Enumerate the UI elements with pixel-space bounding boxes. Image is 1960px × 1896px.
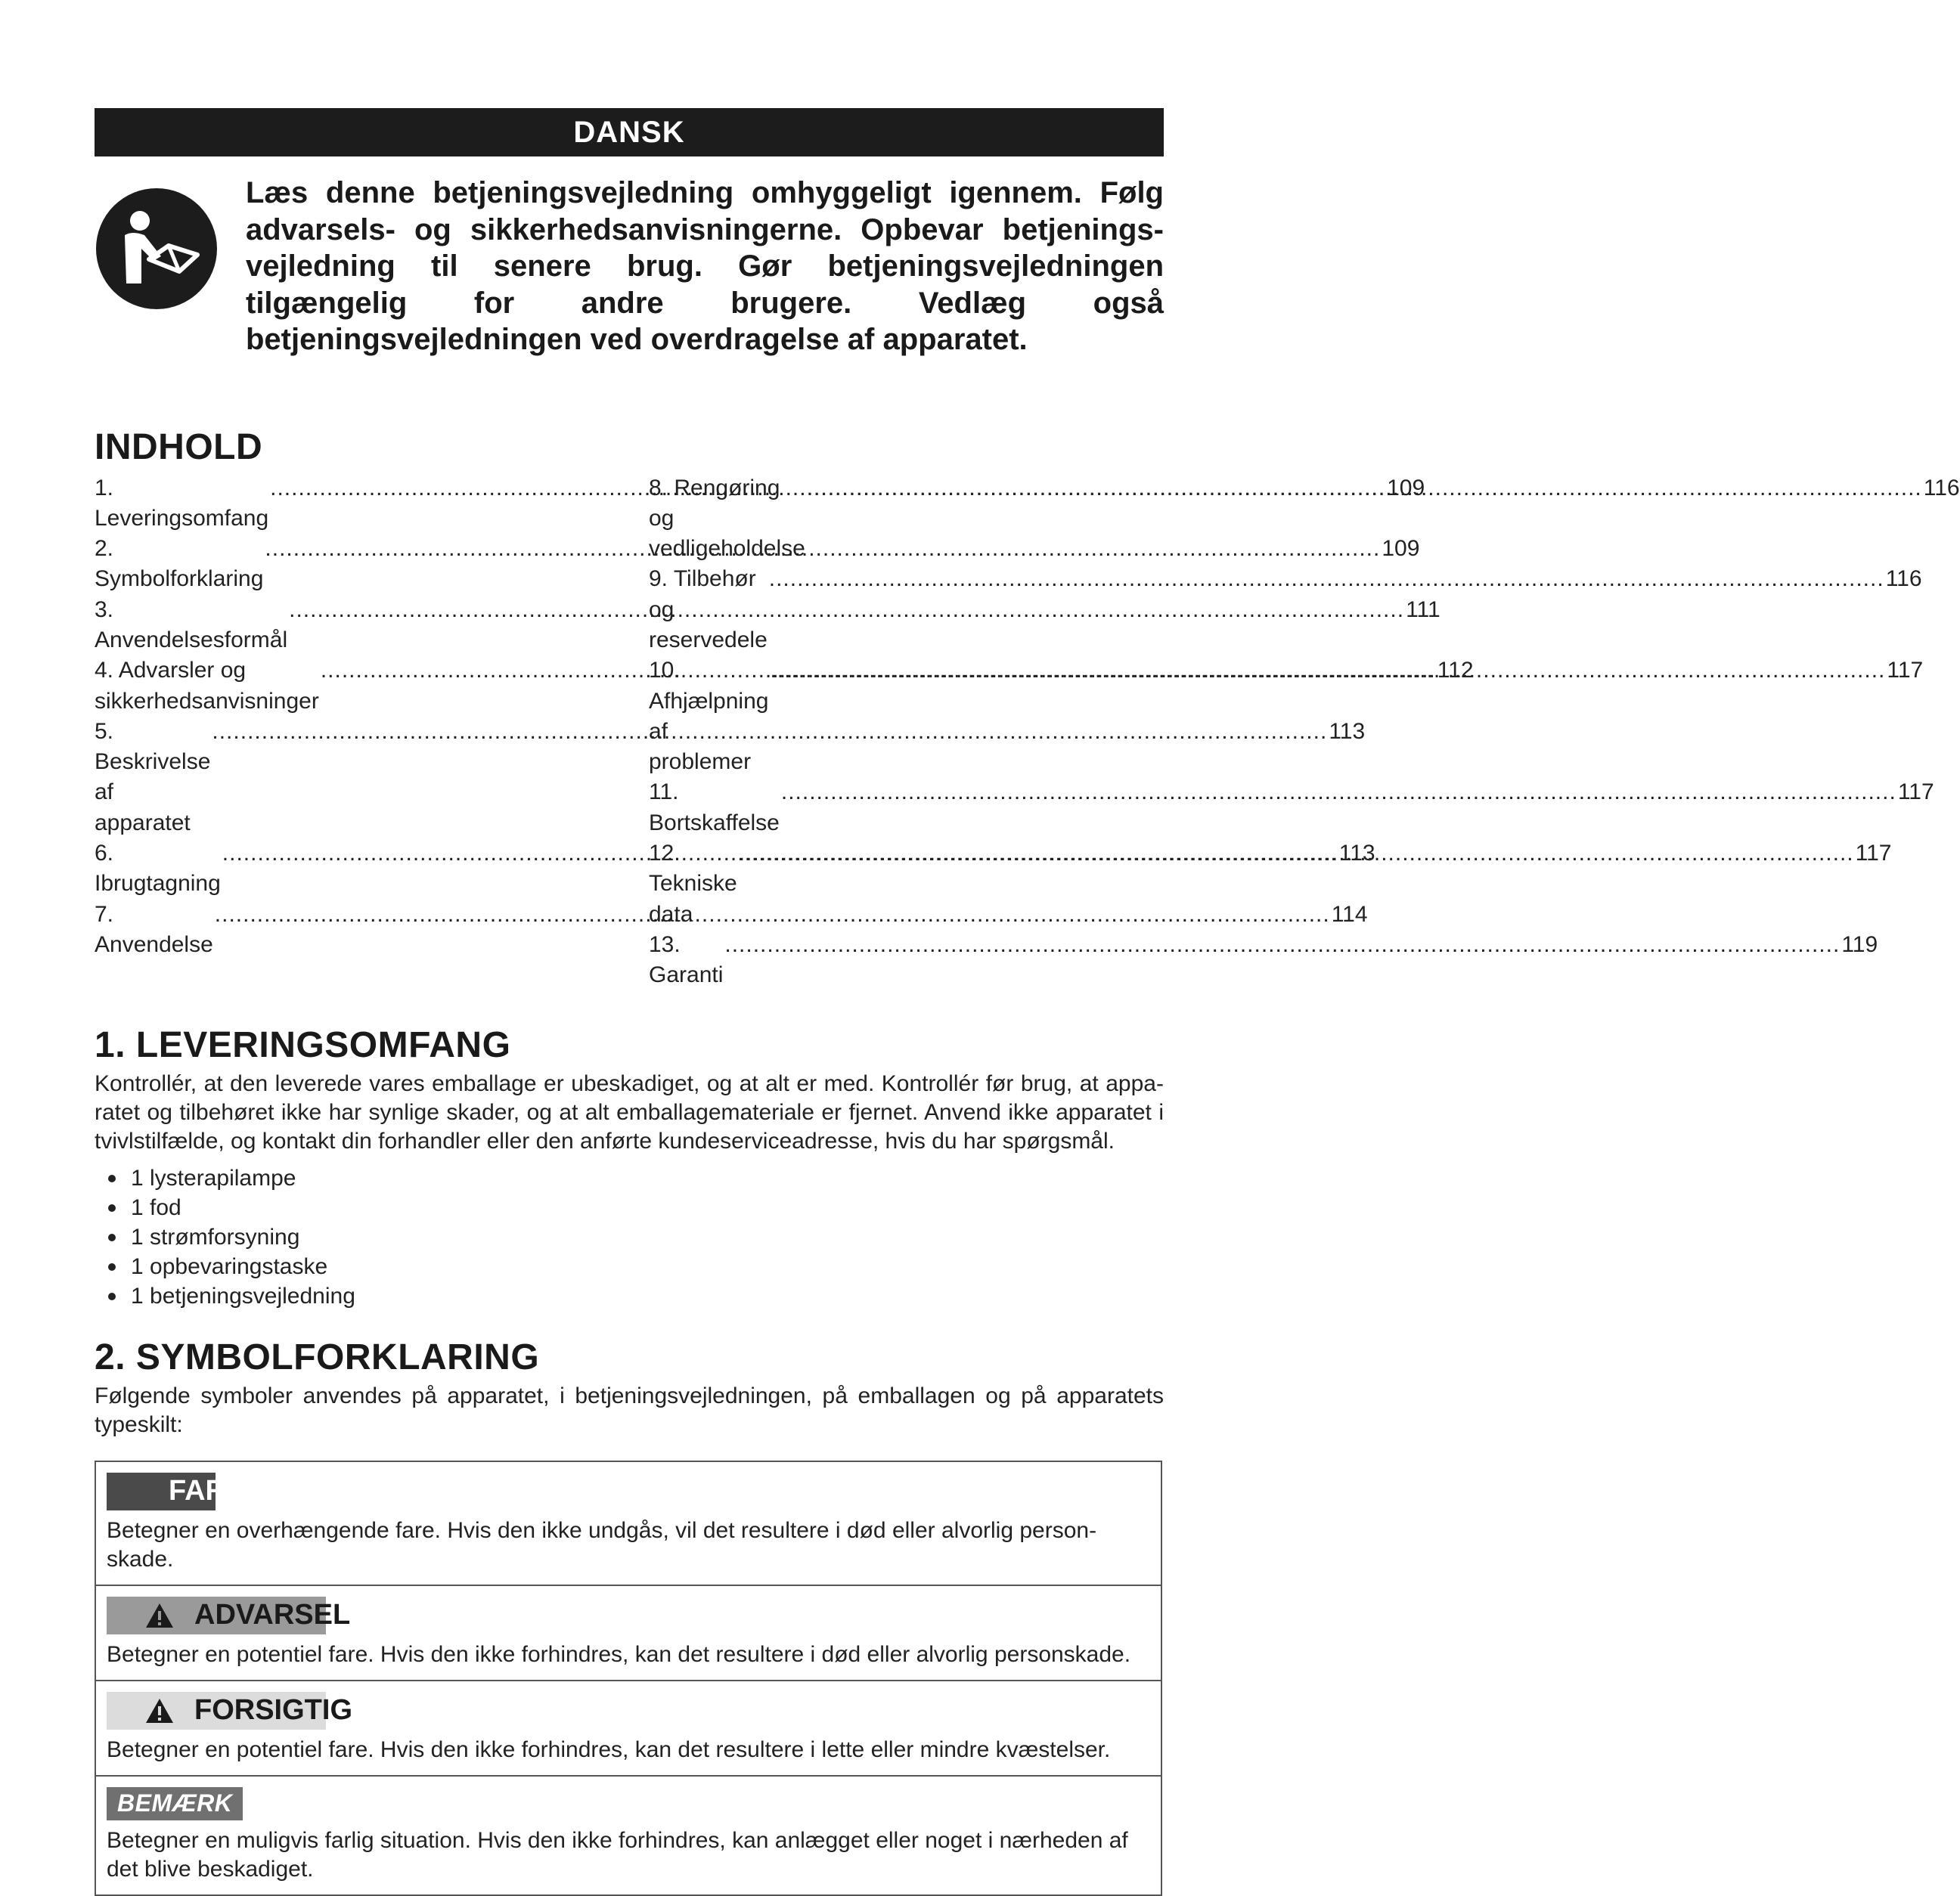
toc-entry: 3. Anvendelsesformål ..... 111 <box>95 595 606 656</box>
table-of-contents <box>95 473 1960 991</box>
symbol-description: Betegner en muligvis farlig situation. Hvis den ikke forhindres, kan anlægget eller noget i nærheden af det blive beskadiget. <box>107 1827 1128 1882</box>
toc-entry: 6. Ibrugtagning ..... 113 <box>95 838 606 900</box>
notice-label: BEMÆRK <box>107 1787 243 1820</box>
bullet-icon <box>108 1175 116 1182</box>
danger-label: FARE <box>107 1473 216 1510</box>
section-body: Kontrollér, at den leverede vares emballage er ubeskadiget, og at alt er med. Kontrollér før brug, at apparatet og tilbehøret ikke har synlige skader, og at alt emballagemateriale er fjernet. Anvend ikke apparatet i tvivlstilfælde, og kontakt din forhandler eller den anførte kundeserviceadresse, hvis du har spørgsmål. <box>95 1070 1164 1154</box>
symbol-description: Betegner en overhængende fare. Hvis den ikke undgås, vil det resultere i død eller alvorlig personskade. <box>107 1517 1097 1572</box>
symbol-row-caution <box>96 1680 1161 1775</box>
section-title: 2. SYMBOLFORKLARING <box>95 1337 540 1377</box>
caution-label: FORSIGTIG <box>107 1692 352 1730</box>
toc-entry: 4. Advarsler og sikkerhedsanvisninger ..... 112 <box>95 655 606 717</box>
bullet-icon <box>108 1293 116 1300</box>
toc-entry: 7. Anvendelse ..... 114 <box>95 900 606 961</box>
bullet-icon <box>108 1234 116 1241</box>
warning-triangle-icon <box>144 1602 175 1629</box>
symbol-row-warning <box>96 1585 1161 1680</box>
toc-entry: 5. Beskrivelse af apparatet ..... 113 <box>95 717 606 838</box>
delivery-list <box>95 1163 1164 1311</box>
toc-entry: 8. Rengøring og vedligeholdelse ..... 116 <box>649 473 1151 565</box>
list-item: 1 betjeningsvejledning <box>95 1281 1164 1311</box>
bullet-icon <box>108 1263 116 1271</box>
symbol-description: Betegner en potentiel fare. Hvis den ikke forhindres, kan det resultere i død eller alvorlig personskade. <box>107 1641 1131 1667</box>
bullet-icon <box>108 1204 116 1212</box>
section-title: 1. LEVERINGSOMFANG <box>95 1024 511 1065</box>
list-item: 1 lysterapilampe <box>95 1163 1164 1193</box>
toc-title: INDHOLD <box>95 426 263 467</box>
section-body: Følgende symboler anvendes på apparatet, i betjeningsvejledningen, på emballagen og på apparatets typeskilt: <box>95 1383 1164 1437</box>
toc-entry: 13. Garanti ..... 119 <box>649 930 1151 991</box>
symbol-row-notice <box>96 1775 1161 1894</box>
list-item: 1 fod <box>95 1193 1164 1222</box>
toc-entry: 1. Leveringsomfang ..... 109 <box>95 473 606 534</box>
intro-text: Læs denne betjeningsvejledning omhyggeligt igennem. Følg advarsels- og sikkerhedsanvisningerne. Opbevar betjeningsvejledning til senere brug. Gør betjeningsvejledningen tilgængelig for andre brugere. Vedlæg også betjeningsvejledningen ved overdragelse af apparatet. <box>246 176 1164 356</box>
symbol-row-danger <box>96 1462 1161 1585</box>
toc-entry: 2. Symbolforklaring ..... 109 <box>95 534 606 595</box>
toc-entry: 10. Afhjælpning af problemer ..... 117 <box>649 655 1151 777</box>
symbol-description: Betegner en potentiel fare. Hvis den ikke forhindres, kan det resultere i lette eller mindre kvæstelser. <box>107 1736 1111 1762</box>
page <box>95 108 1960 1896</box>
list-item: 1 strømforsyning <box>95 1222 1164 1252</box>
toc-entry: 9. Tilbehør og reservedele ..... 116 <box>649 564 1151 655</box>
language-header: DANSK <box>95 108 1164 156</box>
warning-triangle-icon <box>144 1697 175 1724</box>
read-manual-icon <box>95 187 219 311</box>
toc-entry: 11. Bortskaffelse ..... 117 <box>649 777 1151 838</box>
warning-label: ADVARSEL <box>107 1597 350 1634</box>
list-item: 1 opbevaringstaske <box>95 1252 1164 1281</box>
intro-block <box>95 175 1164 358</box>
symbol-table <box>95 1461 1162 1896</box>
toc-entry: 12. Tekniske data ..... 117 <box>649 838 1151 930</box>
